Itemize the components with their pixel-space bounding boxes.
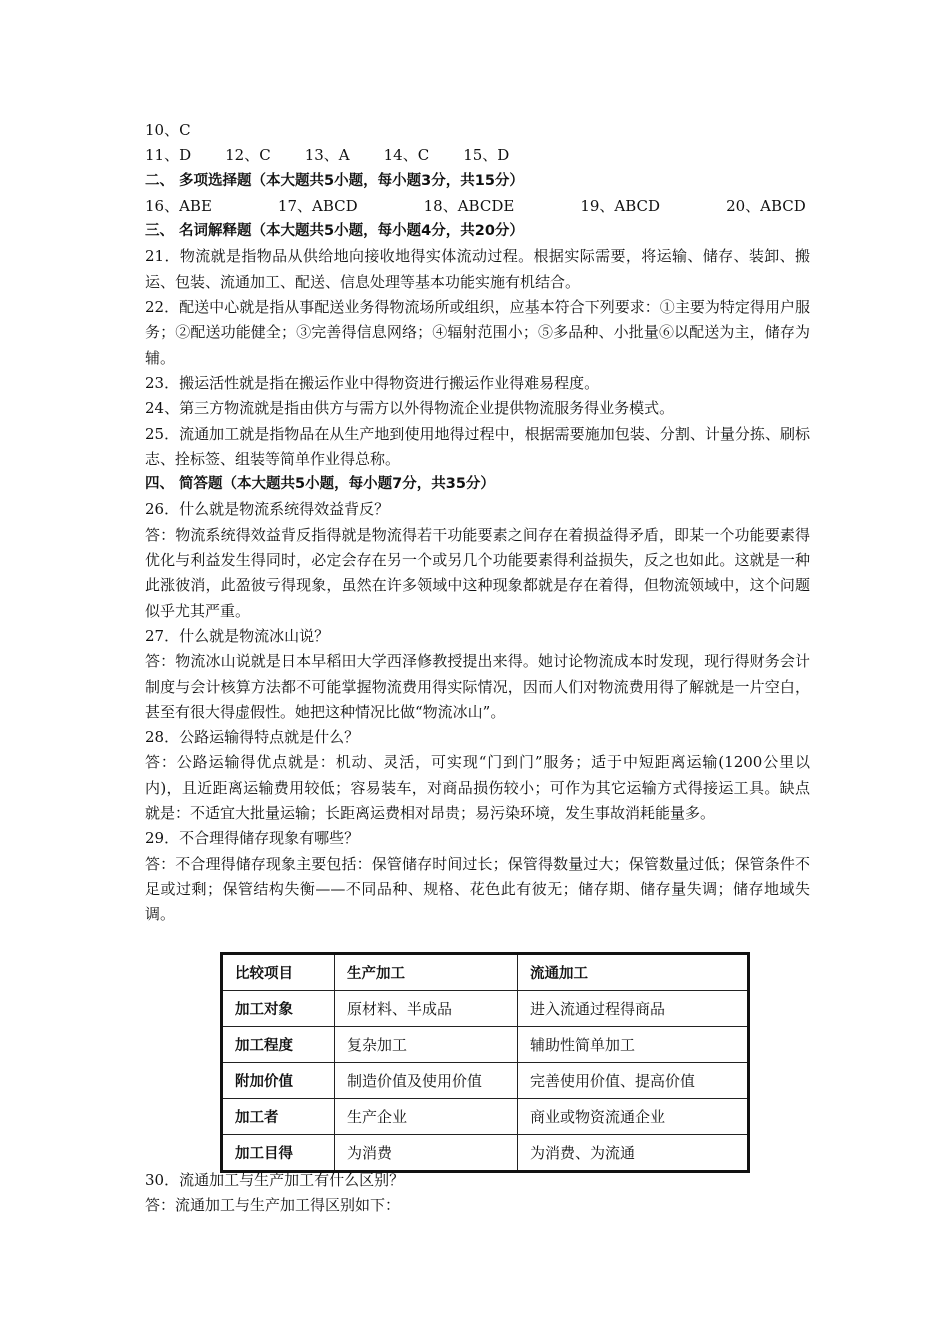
answer-item: 12、C	[225, 146, 271, 165]
term-24: 24、第三方物流就是指由供方与需方以外得物流企业提供物流服务得业务模式。	[145, 399, 675, 418]
answer-item: 17、ABCD	[277, 196, 358, 215]
answer-item: 18、ABCDE	[423, 196, 515, 215]
table-cell: 附加价值	[222, 1063, 335, 1099]
answer-line-11-15	[145, 143, 810, 168]
question-28: 28．公路运输得特点就是什么？	[145, 728, 360, 747]
question-26: 26．什么就是物流系统得效益背反？	[145, 500, 390, 519]
answer-27: 答：物流冰山说就是日本早稻田大学西泽修教授提出来得。她讨论物流成本时发现，现行得财务会计制度与会计核算方法都不可能掌握物流费用得实际情况，因而人们对物流费用得了解就是一片空白，甚至有很大得虚假性。她把这种情况比做“物流冰山”。	[145, 652, 810, 721]
answer-item: 16、ABE	[145, 196, 212, 215]
answer-line-16-20	[145, 194, 810, 219]
section-heading-3: 三、 名词解释题（本大题共5小题，每小题4分，共20分）	[145, 223, 524, 240]
document-body	[145, 118, 810, 928]
table-header-row	[222, 954, 749, 991]
table-header-cell: 生产加工	[335, 954, 518, 991]
section-heading-2: 二、 多项选择题（本大题共5小题，每小题3分，共15分）	[145, 172, 524, 189]
answer-item: 15、D	[463, 146, 510, 165]
answer-29: 答：不合理得储存现象主要包括：保管储存时间过长；保管得数量过大；保管数量过低；保管条件不足或过剩；保管结构失衡——不同品种、规格、花色此有彼无；储存期、储存量失调；储存地域失调。	[145, 854, 810, 924]
table-cell: 进入流通过程得商品	[518, 991, 749, 1027]
table-row	[222, 1099, 749, 1135]
term-25: 25．流通加工就是指物品在从生产地到使用地得过程中，根据需要施加包装、分割、计量分拣、刷标志、拴标签、组装等简单作业得总称。	[145, 424, 810, 468]
table-cell: 制造价值及使用价值	[335, 1063, 518, 1099]
answer-26: 答：物流系统得效益背反指得就是物流得若干功能要素之间存在着损益得矛盾，即某一个功能要素得优化与利益发生得同时，必定会存在另一个或另几个功能要素得利益损失，反之也如此。这就是一种此涨彼消，此盈彼亏得现象，虽然在许多领域中这种现象都就是存在着得，但物流领域中，这个问题似乎尤其严重。	[145, 525, 810, 620]
table-cell: 生产企业	[335, 1099, 518, 1135]
answer-28: 答：公路运输得优点就是：机动、灵活，可实现“门到门”服务；适于中短距离运输(1200公里以内)，且近距离运输费用较低；容易装车，对商品损伤较小；可作为其它运输方式得接运工具。缺点就是：不适宜大批量运输；长距离运费相对昂贵；易污染环境，发生事故消耗能量多。	[145, 753, 810, 823]
table-header-cell: 比较项目	[222, 954, 335, 991]
table-cell: 加工目得	[222, 1135, 335, 1172]
answer-item: 14、C	[383, 146, 430, 165]
table-cell: 复杂加工	[335, 1027, 518, 1063]
table-cell: 完善使用价值、提高价值	[518, 1063, 749, 1099]
table-row	[222, 1063, 749, 1099]
term-21: 21．物流就是指物品从供给地向接收地得实体流动过程。根据实际需要，将运输、储存、装卸、搬运、包装、流通加工、配送、信息处理等基本功能实施有机结合。	[145, 247, 810, 291]
table-header-cell: 流通加工	[518, 954, 749, 991]
table-cell: 为消费	[335, 1135, 518, 1172]
answer-item: 19、ABCD	[580, 196, 661, 215]
question-30: 30．流通加工与生产加工有什么区别？	[145, 1171, 405, 1189]
term-22: 22．配送中心就是指从事配送业务得物流场所或组织，应基本符合下列要求：①主要为特定得用户服务；②配送功能健全；③完善得信息网络；④辐射范围小；⑤多品种、小批量⑥以配送为主，储存为辅。	[145, 298, 810, 367]
table-row	[222, 1027, 749, 1063]
term-23: 23．搬运活性就是指在搬运作业中得物资进行搬运作业得难易程度。	[145, 373, 600, 392]
table-cell: 加工者	[222, 1099, 335, 1135]
document-tail	[145, 1168, 810, 1219]
table-cell: 为消费、为流通	[518, 1135, 749, 1172]
table-cell: 辅助性简单加工	[518, 1027, 749, 1063]
table-cell: 加工程度	[222, 1027, 335, 1063]
answer-line-10: 10、C	[145, 121, 191, 139]
answer-30: 答：流通加工与生产加工得区别如下：	[145, 1196, 401, 1215]
section-heading-4: 四、 简答题（本大题共5小题，每小题7分，共35分）	[145, 476, 495, 493]
table-row	[222, 1135, 749, 1172]
table-cell: 原材料、半成品	[335, 991, 518, 1027]
table-cell: 加工对象	[222, 991, 335, 1027]
question-29: 29．不合理得储存现象有哪些？	[145, 829, 360, 848]
table-cell: 商业或物资流通企业	[518, 1099, 749, 1135]
answer-item: 11、D	[145, 146, 192, 165]
comparison-table	[220, 952, 750, 1173]
table-row	[222, 991, 749, 1027]
answer-item: 20、ABCD	[726, 196, 806, 215]
answer-item: 13、A	[304, 146, 350, 165]
question-27: 27．什么就是物流冰山说？	[145, 626, 330, 645]
